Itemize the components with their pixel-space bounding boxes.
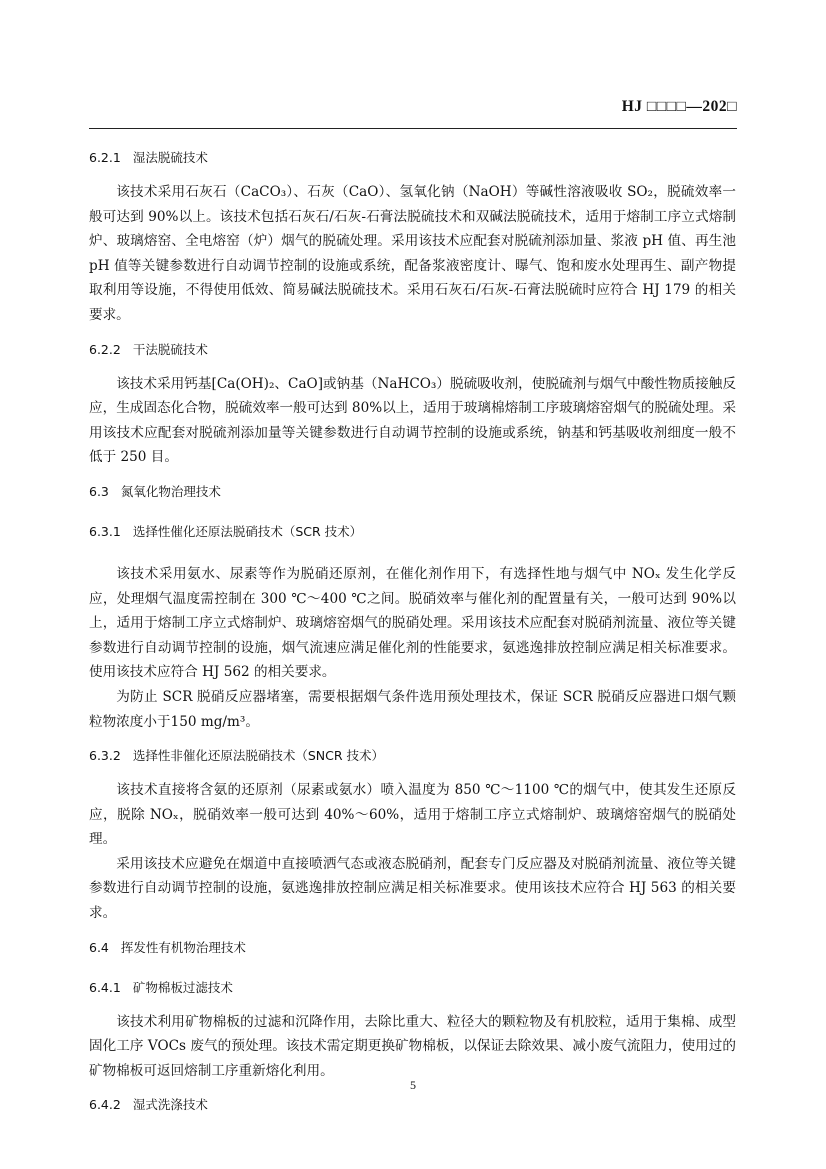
- section-number: 6.3.1: [89, 523, 121, 539]
- page-number: 5: [410, 1078, 416, 1092]
- section-heading-6-3: [89, 482, 736, 502]
- section-number: 6.2.2: [89, 341, 121, 357]
- paragraph: 该技术利用矿物棉板的过滤和沉降作用，去除比重大、粒径大的颗粒物及有机胶粒，适用于集棉、成型固化工序 VOCs 废气的预处理。该技术需定期更换矿物棉板，以保证去除效果、减小废气流阻力，使用过的矿物棉板可返回熔制工序重新熔化利用。: [89, 1013, 736, 1079]
- section-title: 干法脱硫技术: [132, 341, 208, 357]
- section-title: 湿式洗涤技术: [132, 1097, 208, 1113]
- section-title: 氮氧化物治理技术: [120, 483, 221, 499]
- section-heading-6-3-2: [89, 746, 736, 766]
- paragraph: 该技术采用石灰石（CaCO₃）、石灰（CaO）、氢氧化钠（NaOH）等碱性溶液吸收 SO₂，脱硫效率一般可达到 90%以上。该技术包括石灰石/石灰-石膏法脱硫技术和双碱法脱硫技术，适用于熔制工序立式熔制炉、玻璃熔窑、全电熔窑（炉）烟气的脱硫处理。采用该技术应配套对脱硫剂添加量、浆液 pH 值、再生池 pH 值等关键参数进行自动调节控制的设施或系统，配备浆液密度计、曝气、饱和废水处理再生、副产物提取利用等设施，不得使用低效、简易碱法脱硫技术。采用石灰石/石灰-石膏法脱硫时应符合 HJ 179 的相关要求。: [89, 184, 736, 323]
- section-number: 6.4: [89, 939, 109, 955]
- paragraph: 该技术采用氨水、尿素等作为脱硝还原剂，在催化剂作用下，有选择性地与烟气中 NOₓ 发生化学反应，处理烟气温度需控制在 300 ℃～400 ℃之间。脱硝效率与催化剂的配置量有关，一般可达到 90%以上，适用于熔制工序立式熔制炉、玻璃熔窑烟气的脱硝处理。采用该技术应配套对脱硝剂流量、液位等关键参数进行自动调节控制的设施，烟气流速应满足催化剂的性能要求，氨逃逸排放控制应满足相关标准要求。使用该技术应符合 HJ 562 的相关要求。: [89, 565, 736, 681]
- section-title: 选择性催化还原法脱硝技术（SCR 技术）: [132, 523, 363, 539]
- document-code: HJ □□□□—202□: [621, 98, 737, 115]
- section-title: 湿法脱硫技术: [132, 150, 208, 165]
- paragraph: 该技术采用钙基[Ca(OH)₂、CaO]或钠基（NaHCO₃）脱硫吸收剂，使脱硫剂与烟气中酸性物质接触反应，生成固态化合物，脱硫效率一般可达到 80%以上，适用于玻璃棉熔制工序玻璃熔窑烟气的脱硫处理。采用该技术应配套对脱硫剂添加量等关键参数进行自动调节控制的设施或系统，钠基和钙基吸收剂细度一般不低于 250 目。: [89, 375, 736, 466]
- section-title: 选择性非催化还原法脱硝技术（SNCR 技术）: [132, 748, 384, 764]
- section-number: 6.3.2: [89, 748, 121, 764]
- section-title: 挥发性有机物治理技术: [120, 939, 246, 955]
- section-number: 6.3: [89, 483, 109, 499]
- paragraph: 该技术直接将含氨的还原剂（尿素或氨水）喷入温度为 850 ℃～1100 ℃的烟气中，使其发生还原反应，脱除 NOₓ，脱硝效率一般可达到 40%～60%，适用于熔制工序立式熔制炉、玻璃熔窑烟气的脱硝处理。: [89, 782, 736, 848]
- section-title: 矿物棉板过滤技术: [132, 979, 233, 995]
- section-number: 6.4.2: [89, 1097, 121, 1113]
- header-rule: [89, 128, 737, 129]
- section-heading-6-4-1: [89, 978, 736, 998]
- section-heading-6-4-2: [89, 1095, 736, 1115]
- paragraph: 采用该技术应避免在烟道中直接喷洒气态或液态脱硝剂，配套专门反应器及对脱硝剂流量、液位等关键参数进行自动调节控制的设施，氨逃逸排放控制应满足相关标准要求。使用该技术应符合 HJ 563 的相关要求。: [89, 855, 736, 922]
- section-heading-6-2-2: [89, 340, 736, 360]
- section-number: 6.2.1: [89, 150, 121, 165]
- paragraph: 为防止 SCR 脱硝反应器堵塞，需要根据烟气条件选用预处理技术，保证 SCR 脱硝反应器进口烟气颗粒物浓度小于150 mg/m³。: [89, 688, 736, 730]
- section-heading-6-4: [89, 938, 736, 958]
- section-number: 6.4.1: [89, 979, 121, 995]
- section-heading-6-2-1: [89, 148, 736, 168]
- document-body: [89, 148, 736, 1115]
- section-heading-6-3-1: [89, 522, 736, 542]
